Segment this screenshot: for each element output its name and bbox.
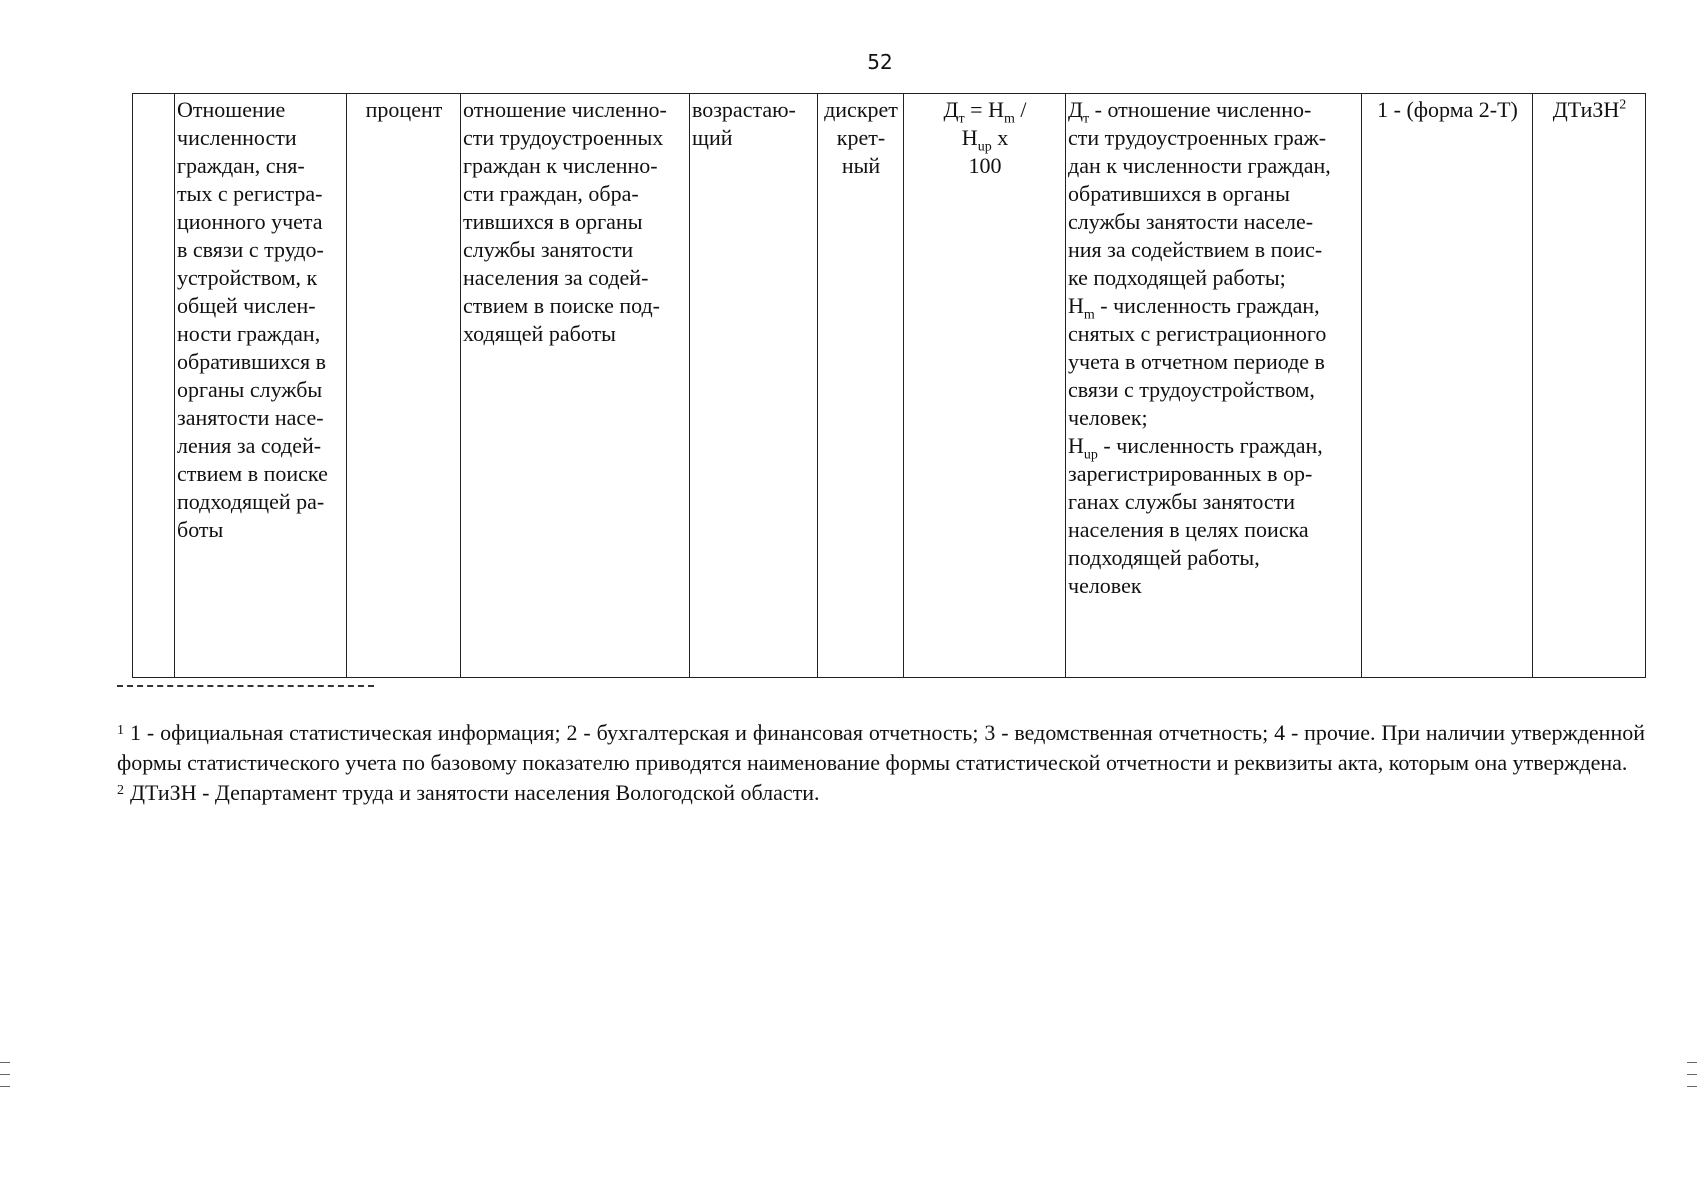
footnotes xyxy=(117,718,1645,808)
legend-cell xyxy=(1066,94,1362,678)
footnote-1 xyxy=(117,718,1645,778)
responsible-footnote-mark: 2 xyxy=(1619,97,1627,113)
formula-eq-h: = Н xyxy=(964,97,1004,122)
formula-d-sub: т xyxy=(958,111,965,127)
indicator-table xyxy=(132,93,1646,678)
indicator-name-cell: Отношение численности граждан, сня- тых с регистра- ционного учета в связи с трудо- устройством, к общей числен- ности граждан, обратившихся в органы службы занятости насе- ления за содей- ствием в поиске подходящей ра- боты xyxy=(175,94,347,678)
legend-hm-label: Н xyxy=(1068,293,1084,318)
unit-cell: процент xyxy=(347,94,461,678)
footnote-2-mark: 2 xyxy=(117,783,124,798)
formula-h-sub: m xyxy=(1003,111,1015,127)
legend-d-sub: т xyxy=(1083,111,1090,127)
legend-hup-text: - численность граждан, зарегистрированных в ор- ганах службы занятости населения в целях поиска подходящей работы, человек xyxy=(1068,433,1323,598)
formula-h2-sub: up xyxy=(977,139,992,155)
scan-mark xyxy=(1687,1074,1697,1075)
responsible-text: ДТиЗН xyxy=(1552,97,1620,122)
legend-d-text: - отношение численно- сти трудоустроенных граж- дан к численности граждан, обратившихся в органы службы занятости населе- ния за содействием в поис- ке подходящей работы; xyxy=(1068,97,1331,290)
formula-hundred: 100 xyxy=(968,153,1002,178)
scan-mark xyxy=(1687,1086,1697,1087)
legend-hup-sub: up xyxy=(1083,447,1098,463)
footnote-2-text: ДТиЗН - Департамент труда и занятости населения Вологодской области. xyxy=(130,780,820,805)
legend-hm-text: - численность граждан, снятых с регистрационного учета в отчетном периоде в связи с трудоустройством, человек; xyxy=(1068,293,1327,430)
footnote-1-mark: 1 xyxy=(117,723,124,738)
formula-cell xyxy=(904,94,1066,678)
table-row xyxy=(133,94,1646,678)
legend-hup-label: Н xyxy=(1068,433,1084,458)
footnote-separator xyxy=(117,685,374,687)
formula-d: Д xyxy=(943,97,959,122)
blank-cell xyxy=(133,94,175,678)
scan-mark xyxy=(1687,1062,1697,1063)
legend-d-label: Д xyxy=(1068,97,1084,122)
dynamics-cell: возрастаю- щий xyxy=(690,94,818,678)
footnote-1-text: 1 - официальная статистическая информация; 2 - бухгалтерская и финансовая отчетность; 3 - ведомственная отчетность; 4 - прочие. При наличии утвержденной формы статистического учета по базовому показателю приводятся наименование формы статистической отчетности и реквизиты акта, которым она утверждена. xyxy=(117,720,1645,775)
legend-hm-sub: m xyxy=(1083,307,1095,323)
formula-times: х xyxy=(991,125,1009,150)
footnote-2 xyxy=(117,778,1645,808)
page-number: 52 xyxy=(867,50,893,74)
source-cell: 1 - (форма 2-Т) xyxy=(1362,94,1533,678)
scan-mark xyxy=(0,1074,10,1075)
formula-h2: Н xyxy=(961,125,978,150)
responsible-cell xyxy=(1533,94,1646,678)
definition-cell: отношение численно- сти трудоустроенных граждан к численно- сти граждан, обра- тившихся в органы службы занятости населения за содей- ствием в поиске под- ходящей работы xyxy=(461,94,690,678)
scan-mark xyxy=(0,1086,10,1087)
formula-div: / xyxy=(1014,97,1027,122)
indicator-type-cell: дискрет крет- ный xyxy=(818,94,904,678)
scan-mark xyxy=(0,1062,10,1063)
